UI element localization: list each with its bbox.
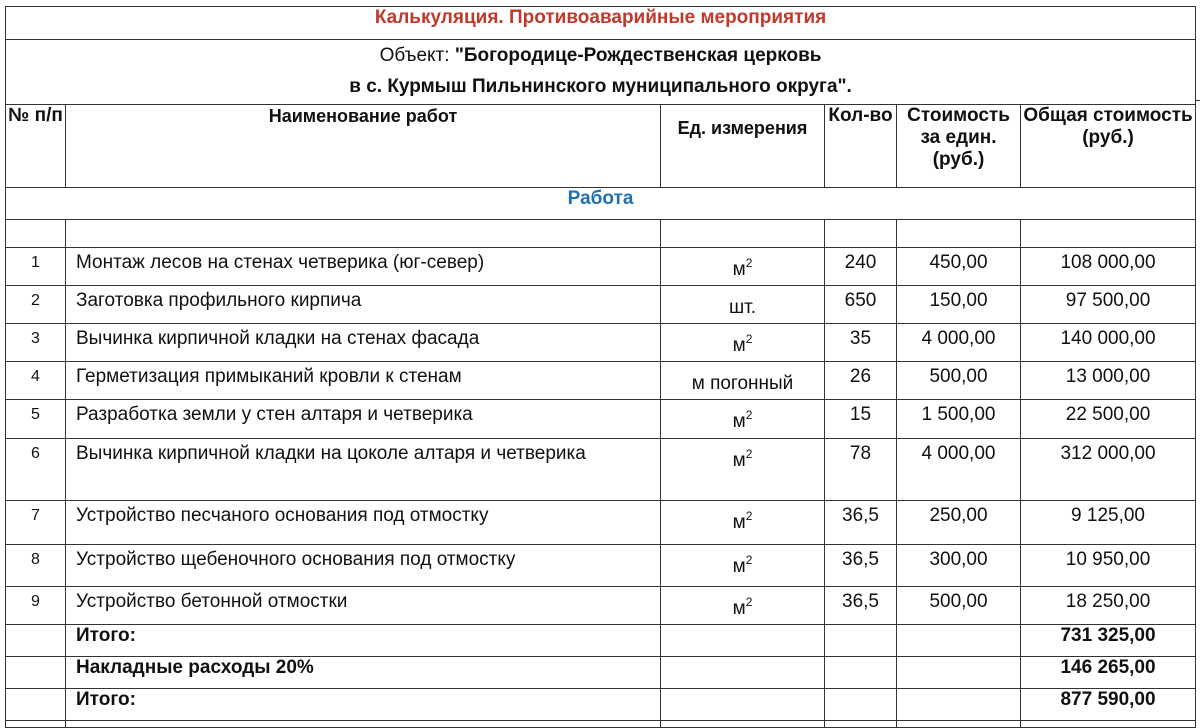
title-row bbox=[6, 7, 1196, 40]
table-row bbox=[6, 501, 1196, 545]
item-total: 10 950,00 bbox=[1021, 545, 1196, 587]
item-qty: 36,5 bbox=[825, 545, 897, 587]
empty-cell bbox=[661, 625, 825, 657]
item-price: 1 500,00 bbox=[897, 400, 1021, 439]
summary-value: 146 265,00 bbox=[1021, 657, 1196, 689]
summary-row bbox=[6, 689, 1196, 721]
calculation-table bbox=[5, 6, 1196, 728]
item-qty: 650 bbox=[825, 286, 897, 324]
summary-value: 877 590,00 bbox=[1021, 689, 1196, 721]
item-price: 4 000,00 bbox=[897, 324, 1021, 362]
header-unit: Ед. измерения bbox=[661, 105, 825, 188]
empty-cell bbox=[897, 220, 1021, 248]
table-body bbox=[6, 7, 1196, 728]
unit-superscript: 2 bbox=[745, 447, 753, 461]
item-qty: 15 bbox=[825, 400, 897, 439]
unit-superscript: 2 bbox=[745, 332, 753, 346]
unit-label: м bbox=[732, 512, 746, 533]
unit-label: м bbox=[732, 335, 746, 356]
empty-cell bbox=[897, 657, 1021, 689]
empty-cell bbox=[661, 721, 825, 728]
item-qty: 36,5 bbox=[825, 501, 897, 545]
table-row bbox=[6, 400, 1196, 439]
item-price: 250,00 bbox=[897, 501, 1021, 545]
item-name: Вычинка кирпичной кладки на стенах фасада bbox=[66, 324, 661, 362]
summary-row bbox=[6, 657, 1196, 689]
item-total: 9 125,00 bbox=[1021, 501, 1196, 545]
table-row bbox=[6, 286, 1196, 324]
object-row bbox=[6, 40, 1196, 105]
item-name: Герметизация примыканий кровли к стенам bbox=[66, 362, 661, 400]
unit-superscript: 2 bbox=[745, 408, 753, 422]
item-name: Разработка земли у стен алтаря и четверика bbox=[66, 400, 661, 439]
item-total: 108 000,00 bbox=[1021, 248, 1196, 286]
table-row bbox=[6, 439, 1196, 501]
item-num: 2 bbox=[6, 286, 66, 324]
item-unit bbox=[661, 362, 825, 400]
header-row bbox=[6, 105, 1196, 188]
empty-cell bbox=[825, 657, 897, 689]
empty-cell bbox=[897, 625, 1021, 657]
empty-cell bbox=[66, 721, 661, 728]
unit-label: м bbox=[732, 411, 746, 432]
section-row bbox=[6, 188, 1196, 220]
item-price: 300,00 bbox=[897, 545, 1021, 587]
table-row bbox=[6, 324, 1196, 362]
table-row bbox=[6, 587, 1196, 625]
empty-cell bbox=[6, 625, 66, 657]
header-price: Стоимость за един. (руб.) bbox=[897, 105, 1021, 188]
object-line1: "Богородице-Рождественская церковь bbox=[454, 45, 822, 66]
item-name: Монтаж лесов на стенах четверика (юг-север) bbox=[66, 248, 661, 286]
unit-label: шт. bbox=[728, 297, 757, 318]
item-num: 7 bbox=[6, 501, 66, 545]
empty-cell bbox=[897, 721, 1021, 728]
empty-cell bbox=[661, 689, 825, 721]
item-price: 150,00 bbox=[897, 286, 1021, 324]
unit-label: м bbox=[732, 556, 746, 577]
item-num: 8 bbox=[6, 545, 66, 587]
item-unit bbox=[661, 400, 825, 439]
item-name: Устройство бетонной отмостки bbox=[66, 587, 661, 625]
header-qty: Кол-во bbox=[825, 105, 897, 188]
item-total: 22 500,00 bbox=[1021, 400, 1196, 439]
item-total: 97 500,00 bbox=[1021, 286, 1196, 324]
page-edge-rule bbox=[1195, 100, 1200, 101]
item-qty: 240 bbox=[825, 248, 897, 286]
summary-value: 731 325,00 bbox=[1021, 625, 1196, 657]
item-qty: 78 bbox=[825, 439, 897, 501]
empty-cell bbox=[825, 689, 897, 721]
item-unit bbox=[661, 324, 825, 362]
item-num: 4 bbox=[6, 362, 66, 400]
empty-cell bbox=[1021, 721, 1196, 728]
section-title: Работа bbox=[6, 188, 1196, 220]
unit-superscript: 2 bbox=[745, 256, 753, 270]
object-line2: в с. Курмыш Пильнинского муниципального округа". bbox=[349, 76, 852, 97]
object-cell bbox=[6, 40, 1196, 105]
empty-row bbox=[6, 220, 1196, 248]
header-name: Наименование работ bbox=[66, 105, 661, 188]
tail-row bbox=[6, 721, 1196, 728]
empty-cell bbox=[661, 220, 825, 248]
item-price: 450,00 bbox=[897, 248, 1021, 286]
object-prefix: Объект: bbox=[379, 45, 455, 66]
item-price: 500,00 bbox=[897, 587, 1021, 625]
item-price: 4 000,00 bbox=[897, 439, 1021, 501]
item-total: 140 000,00 bbox=[1021, 324, 1196, 362]
item-qty: 26 bbox=[825, 362, 897, 400]
empty-cell bbox=[6, 689, 66, 721]
document-title: Калькуляция. Противоаварийные мероприятия bbox=[6, 7, 1196, 40]
empty-cell bbox=[66, 220, 661, 248]
empty-cell bbox=[897, 689, 1021, 721]
unit-label: м bbox=[732, 259, 746, 280]
unit-superscript: 2 bbox=[745, 553, 753, 567]
empty-cell bbox=[825, 220, 897, 248]
empty-cell bbox=[1021, 220, 1196, 248]
item-num: 9 bbox=[6, 587, 66, 625]
unit-label: м bbox=[732, 450, 746, 471]
summary-label: Накладные расходы 20% bbox=[66, 657, 661, 689]
empty-cell bbox=[6, 657, 66, 689]
item-name: Устройство песчаного основания под отмостку bbox=[66, 501, 661, 545]
header-num: № п/п bbox=[6, 105, 66, 188]
item-total: 13 000,00 bbox=[1021, 362, 1196, 400]
empty-cell bbox=[6, 220, 66, 248]
item-total: 312 000,00 bbox=[1021, 439, 1196, 501]
empty-cell bbox=[825, 625, 897, 657]
item-num: 1 bbox=[6, 248, 66, 286]
empty-cell bbox=[661, 657, 825, 689]
item-unit bbox=[661, 286, 825, 324]
item-name: Вычинка кирпичной кладки на цоколе алтаря и четверика bbox=[66, 439, 661, 501]
item-name: Устройство щебеночного основания под отмостку bbox=[66, 545, 661, 587]
item-unit bbox=[661, 545, 825, 587]
unit-superscript: 2 bbox=[745, 595, 753, 609]
summary-label: Итого: bbox=[66, 625, 661, 657]
item-unit bbox=[661, 501, 825, 545]
empty-cell bbox=[825, 721, 897, 728]
item-qty: 36,5 bbox=[825, 587, 897, 625]
item-num: 5 bbox=[6, 400, 66, 439]
empty-cell bbox=[6, 721, 66, 728]
item-qty: 35 bbox=[825, 324, 897, 362]
item-unit bbox=[661, 248, 825, 286]
item-num: 3 bbox=[6, 324, 66, 362]
item-unit bbox=[661, 587, 825, 625]
item-name: Заготовка профильного кирпича bbox=[66, 286, 661, 324]
unit-label: м погонный bbox=[691, 373, 794, 394]
item-price: 500,00 bbox=[897, 362, 1021, 400]
unit-label: м bbox=[732, 598, 746, 619]
table-row bbox=[6, 545, 1196, 587]
header-total: Общая стоимость (руб.) bbox=[1021, 105, 1196, 188]
item-unit bbox=[661, 439, 825, 501]
item-num: 6 bbox=[6, 439, 66, 501]
unit-superscript: 2 bbox=[745, 509, 753, 523]
item-total: 18 250,00 bbox=[1021, 587, 1196, 625]
summary-row bbox=[6, 625, 1196, 657]
table-row bbox=[6, 362, 1196, 400]
summary-label: Итого: bbox=[66, 689, 661, 721]
table-row bbox=[6, 248, 1196, 286]
